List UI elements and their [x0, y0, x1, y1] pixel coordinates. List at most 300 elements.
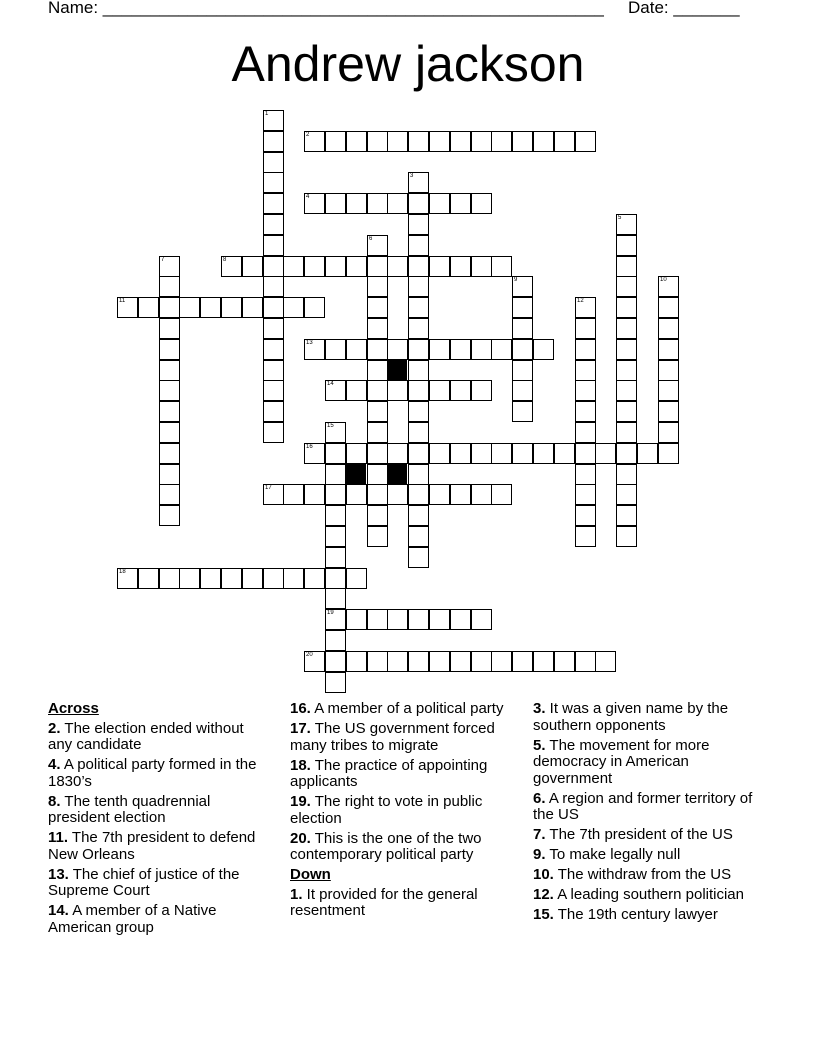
crossword-cell[interactable]	[159, 256, 180, 277]
crossword-cell[interactable]	[346, 339, 367, 360]
crossword-cell[interactable]	[200, 568, 221, 589]
crossword-cell[interactable]	[658, 443, 679, 464]
crossword-cell[interactable]	[263, 318, 284, 339]
crossword-cell[interactable]	[658, 297, 679, 318]
crossword-cell[interactable]	[346, 568, 367, 589]
crossword-cell[interactable]	[533, 651, 554, 672]
clue-number: 18	[119, 569, 126, 575]
crossword-cell[interactable]	[658, 380, 679, 401]
crossword-cell[interactable]	[263, 297, 284, 318]
crossword-cell[interactable]	[658, 339, 679, 360]
clue-item	[533, 867, 763, 884]
clue-number-label: 3.	[533, 700, 546, 717]
crossword-cell[interactable]	[304, 484, 325, 505]
clue-number: 10	[660, 277, 667, 283]
crossword-cell[interactable]	[283, 568, 304, 589]
crossword-cell[interactable]	[387, 131, 408, 152]
crossword-cell[interactable]	[450, 609, 471, 630]
crossword-cell[interactable]	[304, 339, 325, 360]
crossword-cell[interactable]	[159, 318, 180, 339]
crossword-cell[interactable]	[263, 214, 284, 235]
crossword-cell[interactable]	[367, 380, 388, 401]
clue-number-label: 10.	[533, 866, 554, 883]
crossword-cell[interactable]	[408, 484, 429, 505]
crossword-cell[interactable]	[387, 380, 408, 401]
crossword-cell[interactable]	[616, 505, 637, 526]
crossword-cell[interactable]	[533, 443, 554, 464]
crossword-cell[interactable]	[408, 505, 429, 526]
crossword-cell[interactable]	[346, 193, 367, 214]
crossword-cell[interactable]	[221, 256, 242, 277]
clue-text: The right to vote in public election	[290, 793, 483, 827]
crossword-cell[interactable]	[575, 422, 596, 443]
crossword-cell[interactable]	[325, 443, 346, 464]
crossword-cell[interactable]	[408, 464, 429, 485]
crossword-cell[interactable]	[387, 193, 408, 214]
crossword-cell[interactable]	[325, 651, 346, 672]
clue-number: 7	[161, 257, 165, 263]
crossword-cell[interactable]	[512, 443, 533, 464]
clue-item	[533, 907, 763, 924]
crossword-cell[interactable]	[450, 256, 471, 277]
crossword-cell[interactable]	[304, 568, 325, 589]
crossword-cell[interactable]	[159, 422, 180, 443]
crossword-cell[interactable]	[387, 339, 408, 360]
clue-text: The practice of appointing applicants	[290, 756, 488, 790]
crossword-cell[interactable]	[242, 297, 263, 318]
crossword-cell[interactable]	[575, 401, 596, 422]
crossword-cell[interactable]	[471, 339, 492, 360]
crossword-cell[interactable]	[512, 380, 533, 401]
crossword-cell[interactable]	[408, 235, 429, 256]
crossword-cell[interactable]	[575, 443, 596, 464]
crossword-cell[interactable]	[429, 380, 450, 401]
clue-number-label: 19.	[290, 793, 311, 810]
crossword-cell[interactable]	[367, 235, 388, 256]
crossword-cell[interactable]	[367, 131, 388, 152]
clue-number-label: 18.	[290, 756, 311, 774]
crossword-cell[interactable]	[471, 380, 492, 401]
crossword-cell[interactable]	[408, 401, 429, 422]
crossword-cell[interactable]	[575, 651, 596, 672]
crossword-cell[interactable]	[242, 568, 263, 589]
crossword-cell[interactable]	[346, 484, 367, 505]
crossword-cell[interactable]	[408, 214, 429, 235]
crossword-cell[interactable]	[159, 360, 180, 381]
crossword-cell[interactable]	[263, 276, 284, 297]
crossword-cell[interactable]	[429, 484, 450, 505]
crossword-cell[interactable]	[304, 193, 325, 214]
crossword-cell[interactable]	[471, 484, 492, 505]
clue-number-label: 8.	[48, 792, 61, 810]
crossword-cell[interactable]	[616, 256, 637, 277]
clue-number: 15	[327, 423, 334, 429]
crossword-cell[interactable]	[512, 339, 533, 360]
crossword-cell[interactable]	[450, 339, 471, 360]
clue-text: It was a given name by the southern opponents	[533, 700, 729, 734]
clue-number: 6	[369, 236, 373, 242]
crossword-cell[interactable]	[491, 131, 512, 152]
clue-text: A leading southern politician	[553, 886, 744, 903]
clue-number: 1	[265, 111, 269, 117]
crossword-cell[interactable]	[138, 297, 159, 318]
crossword-cell[interactable]	[159, 276, 180, 297]
clue-number: 14	[327, 381, 334, 387]
clue-column-1	[48, 701, 270, 940]
crossword-cell[interactable]	[283, 297, 304, 318]
crossword-cell[interactable]	[242, 256, 263, 277]
crossword-cell[interactable]	[387, 443, 408, 464]
crossword-cell[interactable]	[367, 609, 388, 630]
crossword-cell[interactable]	[512, 401, 533, 422]
crossword-cell[interactable]	[325, 256, 346, 277]
clue-text: It provided for the general resentment	[290, 885, 478, 919]
crossword-cell[interactable]	[138, 568, 159, 589]
crossword-cell[interactable]	[159, 484, 180, 505]
crossword-cell[interactable]	[263, 152, 284, 173]
crossword-cell[interactable]	[450, 484, 471, 505]
clue-number: 2	[306, 132, 310, 138]
crossword-cell[interactable]	[159, 464, 180, 485]
crossword-cell[interactable]	[367, 401, 388, 422]
crossword-cell[interactable]	[325, 422, 346, 443]
clue-column-3	[533, 701, 763, 927]
crossword-cell[interactable]	[575, 339, 596, 360]
clue-item	[290, 831, 515, 864]
crossword-cell[interactable]	[263, 422, 284, 443]
clue-text: The withdraw from the US	[553, 866, 732, 883]
crossword-cell[interactable]	[616, 318, 637, 339]
crossword-cell[interactable]	[616, 360, 637, 381]
crossword-cell[interactable]	[304, 443, 325, 464]
crossword-cell[interactable]	[471, 131, 492, 152]
crossword-cell[interactable]	[263, 256, 284, 277]
crossword-cell[interactable]	[408, 526, 429, 547]
crossword-cell[interactable]	[179, 568, 200, 589]
crossword-cell[interactable]	[471, 609, 492, 630]
crossword-cell[interactable]	[325, 630, 346, 651]
crossword-cell[interactable]	[491, 484, 512, 505]
crossword-cell[interactable]	[325, 339, 346, 360]
clue-number: 11	[119, 298, 126, 304]
crossword-cell[interactable]	[325, 380, 346, 401]
crossword-cell[interactable]	[387, 484, 408, 505]
clue-text: The US government forced many tribes to migrate	[290, 720, 495, 754]
crossword-cell[interactable]	[408, 651, 429, 672]
crossword-cell[interactable]	[283, 484, 304, 505]
clue-number: 19	[327, 610, 334, 616]
clue-item	[533, 738, 763, 788]
crossword-cell[interactable]	[367, 318, 388, 339]
crossword-cell[interactable]	[346, 609, 367, 630]
crossword-cell[interactable]	[616, 380, 637, 401]
clue-text: The movement for more democracy in American government	[533, 736, 710, 787]
crossword-cell[interactable]	[263, 401, 284, 422]
crossword-cell[interactable]	[575, 297, 596, 318]
clue-number-label: 6.	[533, 789, 546, 807]
crossword-cell[interactable]	[263, 172, 284, 193]
clue-number: 12	[577, 298, 584, 304]
crossword-cell[interactable]	[595, 651, 616, 672]
crossword-cell[interactable]	[616, 484, 637, 505]
crossword-cell[interactable]	[325, 505, 346, 526]
crossword-cell[interactable]	[325, 193, 346, 214]
clue-number-label: 7.	[533, 826, 546, 843]
crossword-cell[interactable]	[408, 276, 429, 297]
crossword-cell[interactable]	[408, 256, 429, 277]
crossword-cell[interactable]	[159, 297, 180, 318]
crossword-cell[interactable]	[575, 484, 596, 505]
clue-text: The chief of justice of the Supreme Court	[48, 865, 240, 899]
crossword-cell[interactable]	[159, 505, 180, 526]
crossword-cell[interactable]	[408, 172, 429, 193]
clue-number-label: 1.	[290, 885, 303, 903]
clue-number: 13	[306, 340, 313, 346]
across-heading: Across	[48, 700, 99, 717]
clue-number-label: 4.	[48, 756, 61, 773]
clue-number-label: 16.	[290, 700, 311, 717]
crossword-cell[interactable]	[429, 256, 450, 277]
crossword-cell[interactable]	[346, 443, 367, 464]
clue-item	[533, 847, 763, 864]
crossword-cell[interactable]	[429, 443, 450, 464]
crossword-cell[interactable]	[367, 651, 388, 672]
crossword-cell[interactable]	[346, 651, 367, 672]
crossword-cell[interactable]	[325, 484, 346, 505]
crossword-cell[interactable]	[263, 568, 284, 589]
crossword-cell[interactable]	[429, 339, 450, 360]
crossword-cell[interactable]	[367, 193, 388, 214]
clue-text: The 7th president to defend New Orleans	[48, 829, 256, 863]
crossword-cell[interactable]	[616, 526, 637, 547]
down-heading: Down	[290, 866, 331, 883]
clue-text: A political party formed in the 1830’s	[48, 756, 257, 790]
clue-number: 17	[265, 485, 272, 491]
crossword-cell[interactable]	[367, 276, 388, 297]
crossword-cell[interactable]	[450, 651, 471, 672]
clue-number: 9	[514, 277, 518, 283]
crossword-cell[interactable]	[117, 568, 138, 589]
clue-item	[48, 794, 270, 827]
crossword-cell[interactable]	[429, 193, 450, 214]
clue-item	[290, 794, 515, 827]
crossword-cell[interactable]	[179, 297, 200, 318]
clue-number: 4	[306, 194, 310, 200]
crossword-cell[interactable]	[658, 360, 679, 381]
crossword-cell[interactable]	[408, 318, 429, 339]
clue-number-label: 15.	[533, 906, 554, 923]
crossword-cell[interactable]	[387, 256, 408, 277]
crossword-cell[interactable]	[575, 526, 596, 547]
crossword-cell[interactable]	[616, 422, 637, 443]
crossword-cell[interactable]	[263, 339, 284, 360]
crossword-cell[interactable]	[408, 422, 429, 443]
crossword-cell[interactable]	[512, 131, 533, 152]
crossword-cell[interactable]	[491, 651, 512, 672]
crossword-cell[interactable]	[512, 360, 533, 381]
crossword-cell[interactable]	[200, 297, 221, 318]
crossword-cell[interactable]	[554, 651, 575, 672]
crossword-cell[interactable]	[575, 464, 596, 485]
crossword-cell[interactable]	[159, 380, 180, 401]
crossword-cell[interactable]	[658, 422, 679, 443]
crossword-cell[interactable]	[325, 464, 346, 485]
clue-text: A member of a political party	[310, 700, 504, 717]
crossword-cell[interactable]	[367, 339, 388, 360]
crossword-cell[interactable]	[263, 380, 284, 401]
crossword-cell[interactable]	[367, 256, 388, 277]
crossword-cell[interactable]	[408, 297, 429, 318]
crossword-cell[interactable]	[491, 256, 512, 277]
crossword-cell[interactable]	[616, 276, 637, 297]
crossword-cell[interactable]	[450, 193, 471, 214]
crossword-cell[interactable]	[554, 443, 575, 464]
crossword-cell[interactable]	[408, 380, 429, 401]
crossword-cell[interactable]	[367, 443, 388, 464]
clue-number: 20	[306, 652, 313, 658]
crossword-cell[interactable]	[658, 276, 679, 297]
crossword-cell[interactable]	[491, 443, 512, 464]
clue-item	[290, 887, 515, 920]
crossword-cell[interactable]	[616, 214, 637, 235]
crossword-cell[interactable]	[325, 609, 346, 630]
crossword-cell[interactable]	[429, 609, 450, 630]
crossword-cell[interactable]	[263, 360, 284, 381]
clue-item	[290, 721, 515, 754]
crossword-cell[interactable]	[408, 609, 429, 630]
crossword-cell[interactable]	[367, 526, 388, 547]
crossword-cell[interactable]	[367, 422, 388, 443]
clue-text: The election ended without any candidate	[48, 719, 244, 753]
crossword-cell[interactable]	[616, 235, 637, 256]
crossword-cell[interactable]	[616, 443, 637, 464]
crossword-cell[interactable]	[159, 339, 180, 360]
crossword-cell[interactable]	[429, 651, 450, 672]
crossword-cell[interactable]	[512, 651, 533, 672]
clue-item	[48, 757, 270, 790]
crossword-cell[interactable]	[658, 318, 679, 339]
clue-item	[290, 758, 515, 791]
crossword-cell[interactable]	[471, 443, 492, 464]
crossword-cell[interactable]	[471, 193, 492, 214]
crossword-cell[interactable]	[221, 297, 242, 318]
crossword-cell[interactable]	[575, 131, 596, 152]
crossword-cell[interactable]	[408, 339, 429, 360]
crossword-cell[interactable]	[554, 131, 575, 152]
crossword-cell[interactable]	[533, 339, 554, 360]
clue-text: To make legally null	[545, 846, 681, 863]
clue-number-label: 17.	[290, 720, 311, 737]
crossword-cell[interactable]	[616, 464, 637, 485]
clue-item	[533, 791, 763, 824]
clue-text: A region and former territory of the US	[533, 789, 753, 823]
clue-number-label: 2.	[48, 719, 61, 737]
clue-text: The 7th president of the US	[545, 826, 733, 843]
crossword-cell[interactable]	[159, 443, 180, 464]
crossword-cell[interactable]	[471, 256, 492, 277]
crossword-cell[interactable]	[263, 193, 284, 214]
crossword-cell[interactable]	[325, 547, 346, 568]
crossword-cell[interactable]	[367, 360, 388, 381]
crossword-cell[interactable]	[408, 547, 429, 568]
crossword-cell[interactable]	[575, 380, 596, 401]
crossword-cell[interactable]	[658, 401, 679, 422]
crossword-cell[interactable]	[159, 568, 180, 589]
crossword-cell[interactable]	[491, 339, 512, 360]
crossword-cell[interactable]	[367, 464, 388, 485]
crossword-cell[interactable]	[616, 297, 637, 318]
crossword-cell[interactable]	[263, 131, 284, 152]
crossword-cell[interactable]	[408, 443, 429, 464]
crossword-cell[interactable]	[263, 235, 284, 256]
clue-number: 16	[306, 444, 313, 450]
crossword-cell[interactable]	[325, 526, 346, 547]
crossword-cell[interactable]	[346, 131, 367, 152]
crossword-cell[interactable]	[512, 276, 533, 297]
crossword-cell[interactable]	[283, 256, 304, 277]
crossword-cell[interactable]	[263, 110, 284, 131]
crossword-cell[interactable]	[263, 484, 284, 505]
crossword-cell[interactable]	[325, 672, 346, 693]
crossword-cell[interactable]	[304, 297, 325, 318]
crossword-cell[interactable]	[616, 339, 637, 360]
clue-number-label: 13.	[48, 865, 69, 883]
crossword-cell[interactable]	[471, 651, 492, 672]
crossword-cell[interactable]	[575, 318, 596, 339]
crossword-cell[interactable]	[367, 505, 388, 526]
crossword-cell[interactable]	[512, 318, 533, 339]
crossword-cell[interactable]	[575, 360, 596, 381]
crossword-cell[interactable]	[429, 131, 450, 152]
crossword-cell[interactable]	[304, 651, 325, 672]
crossword-cell[interactable]	[325, 131, 346, 152]
clue-text: This is the one of the two contemporary political party	[290, 829, 482, 863]
crossword-cell[interactable]	[533, 131, 554, 152]
crossword-cell[interactable]	[616, 401, 637, 422]
clue-item	[533, 827, 763, 844]
crossword-cell[interactable]	[367, 484, 388, 505]
black-square	[387, 464, 407, 484]
crossword-cell[interactable]	[512, 297, 533, 318]
crossword-cell[interactable]	[387, 609, 408, 630]
crossword-cell[interactable]	[450, 131, 471, 152]
clue-number: 5	[618, 215, 622, 221]
crossword-cell[interactable]	[346, 380, 367, 401]
crossword-cell[interactable]	[408, 360, 429, 381]
crossword-cell[interactable]	[221, 568, 242, 589]
clue-item	[533, 701, 763, 734]
crossword-cell[interactable]	[637, 443, 658, 464]
crossword-cell[interactable]	[325, 588, 346, 609]
clue-item	[48, 830, 270, 863]
crossword-cell[interactable]	[304, 131, 325, 152]
crossword-cell[interactable]	[346, 256, 367, 277]
crossword-cell[interactable]	[325, 568, 346, 589]
crossword-cell[interactable]	[387, 651, 408, 672]
crossword-cell[interactable]	[595, 443, 616, 464]
crossword-cell[interactable]	[408, 131, 429, 152]
crossword-cell[interactable]	[575, 505, 596, 526]
crossword-cell[interactable]	[304, 256, 325, 277]
crossword-cell[interactable]	[450, 380, 471, 401]
clue-number-label: 5.	[533, 736, 546, 754]
crossword-cell[interactable]	[408, 193, 429, 214]
crossword-cell[interactable]	[159, 401, 180, 422]
crossword-cell[interactable]	[367, 297, 388, 318]
clue-item	[290, 701, 515, 718]
crossword-cell[interactable]	[450, 443, 471, 464]
crossword-cell[interactable]	[117, 297, 138, 318]
